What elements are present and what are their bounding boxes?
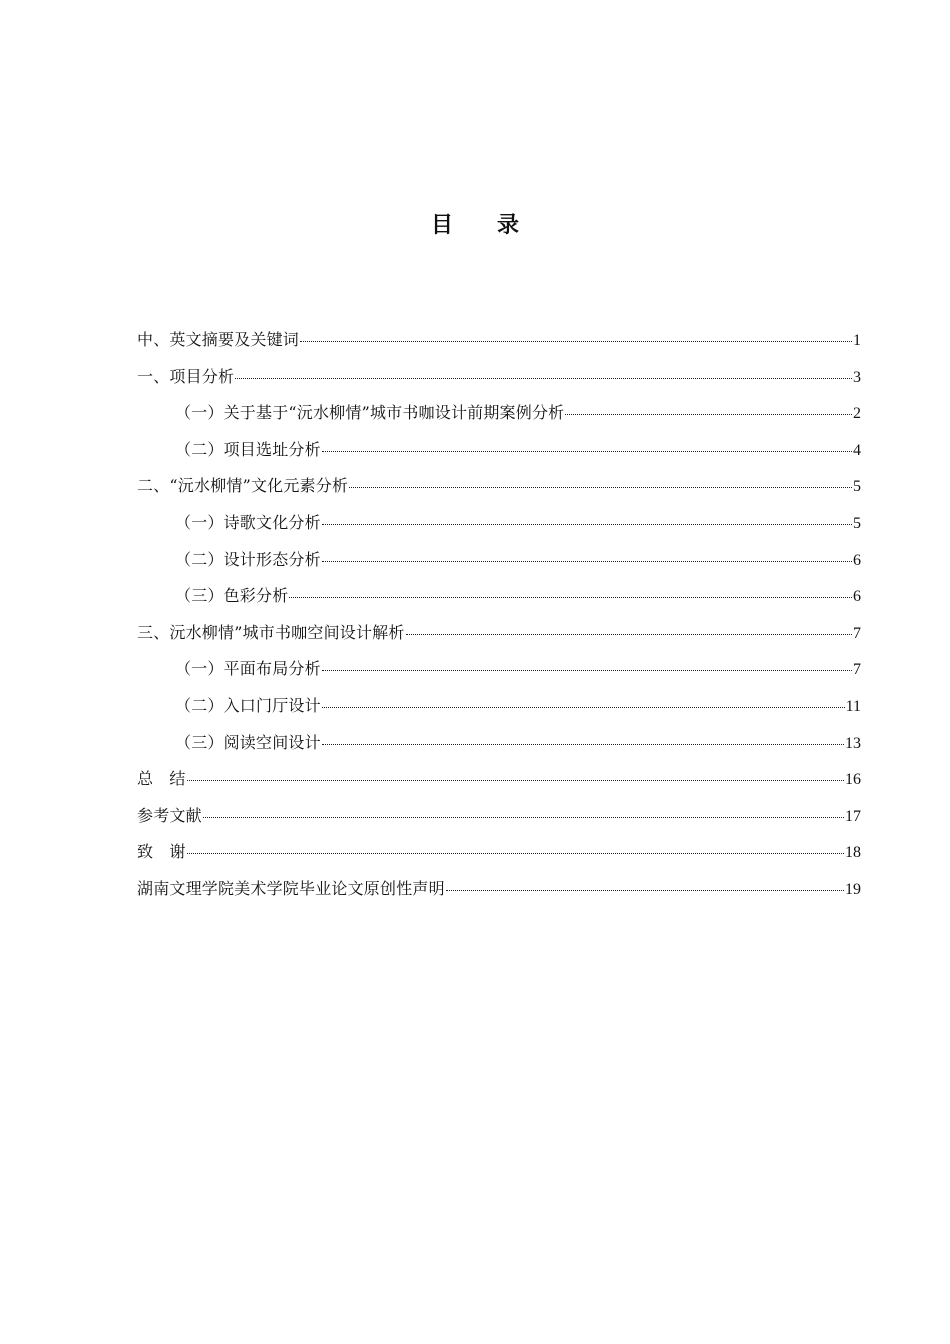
toc-entry-label: 致 谢 <box>137 842 186 862</box>
toc-dot-leader <box>187 780 844 781</box>
toc-dot-leader <box>322 707 845 708</box>
toc-entry-label: （一）诗歌文化分析 <box>175 512 321 532</box>
toc-title-char-2: 录 <box>497 212 520 238</box>
toc-entry-page: 3 <box>853 368 861 386</box>
toc-entry-page: 6 <box>853 551 861 569</box>
toc-entry[interactable] <box>137 359 861 396</box>
toc-entry-label: 中、英文摘要及关键词 <box>137 330 300 349</box>
toc-entry-label: （三）阅读空间设计 <box>175 732 321 752</box>
toc-entry-label: （二）设计形态分析 <box>175 549 321 569</box>
toc-dot-leader <box>322 451 852 452</box>
toc-list <box>137 322 861 908</box>
toc-entry-label: 参考文献 <box>137 805 202 825</box>
toc-entry-label: （二）项目选址分析 <box>175 439 321 459</box>
toc-entry[interactable] <box>137 834 861 871</box>
toc-entry-page: 6 <box>853 588 861 606</box>
toc-entry-label: 湖南文理学院美术学院毕业论文原创性声明 <box>137 878 445 898</box>
toc-entry-page: 4 <box>853 441 861 459</box>
toc-entry[interactable] <box>137 615 861 652</box>
toc-dot-leader <box>322 524 852 525</box>
toc-dot-leader <box>235 378 852 379</box>
toc-entry[interactable] <box>137 798 861 835</box>
toc-entry[interactable] <box>137 761 861 798</box>
toc-title <box>0 208 950 242</box>
toc-entry-page: 16 <box>845 771 861 789</box>
toc-entry[interactable] <box>137 468 861 505</box>
toc-entry-label: （二）入口门厅设计 <box>175 695 321 715</box>
toc-entry-page: 1 <box>853 332 861 349</box>
toc-entry[interactable] <box>137 651 861 688</box>
toc-entry[interactable] <box>137 505 861 542</box>
toc-entry-page: 17 <box>845 807 861 825</box>
toc-entry-page: 18 <box>845 844 861 862</box>
toc-entry[interactable] <box>137 432 861 469</box>
toc-entry-label: 三、沅水柳情”城市书咖空间设计解析 <box>137 622 405 642</box>
toc-entry-page: 2 <box>853 405 861 423</box>
toc-entry-page: 7 <box>853 661 861 679</box>
toc-entry[interactable] <box>137 871 861 908</box>
toc-entry-page: 5 <box>853 478 861 496</box>
toc-entry-label: （一）关于基于“沅水柳情”城市书咖设计前期案例分析 <box>175 403 565 423</box>
toc-entry-page: 19 <box>845 880 861 898</box>
toc-entry-page: 7 <box>853 624 861 642</box>
toc-dot-leader <box>565 414 852 415</box>
toc-entry[interactable] <box>137 322 861 359</box>
toc-dot-leader <box>300 341 852 342</box>
toc-entry[interactable] <box>137 395 861 432</box>
toc-dot-leader <box>289 597 852 598</box>
toc-entry[interactable] <box>137 725 861 762</box>
toc-entry-page: 11 <box>845 697 861 715</box>
toc-dot-leader <box>187 853 844 854</box>
toc-dot-leader <box>203 817 844 818</box>
toc-title-char-1: 目 <box>430 212 453 238</box>
toc-dot-leader <box>446 890 844 891</box>
toc-entry-label: 总 结 <box>137 769 186 789</box>
toc-entry-page: 13 <box>845 734 861 752</box>
toc-dot-leader <box>322 561 852 562</box>
toc-entry-label: 一、项目分析 <box>137 366 235 386</box>
toc-entry[interactable] <box>137 542 861 579</box>
toc-entry-page: 5 <box>853 514 861 532</box>
toc-entry-label: （一）平面布局分析 <box>175 659 321 679</box>
toc-entry[interactable] <box>137 578 861 615</box>
toc-dot-leader <box>349 487 852 488</box>
toc-entry-label: 二、“沅水柳情”文化元素分析 <box>137 476 349 496</box>
toc-dot-leader <box>322 744 844 745</box>
toc-entry-label: （三）色彩分析 <box>175 586 289 606</box>
toc-dot-leader <box>322 670 852 671</box>
toc-entry[interactable] <box>137 688 861 725</box>
toc-dot-leader <box>406 634 852 635</box>
